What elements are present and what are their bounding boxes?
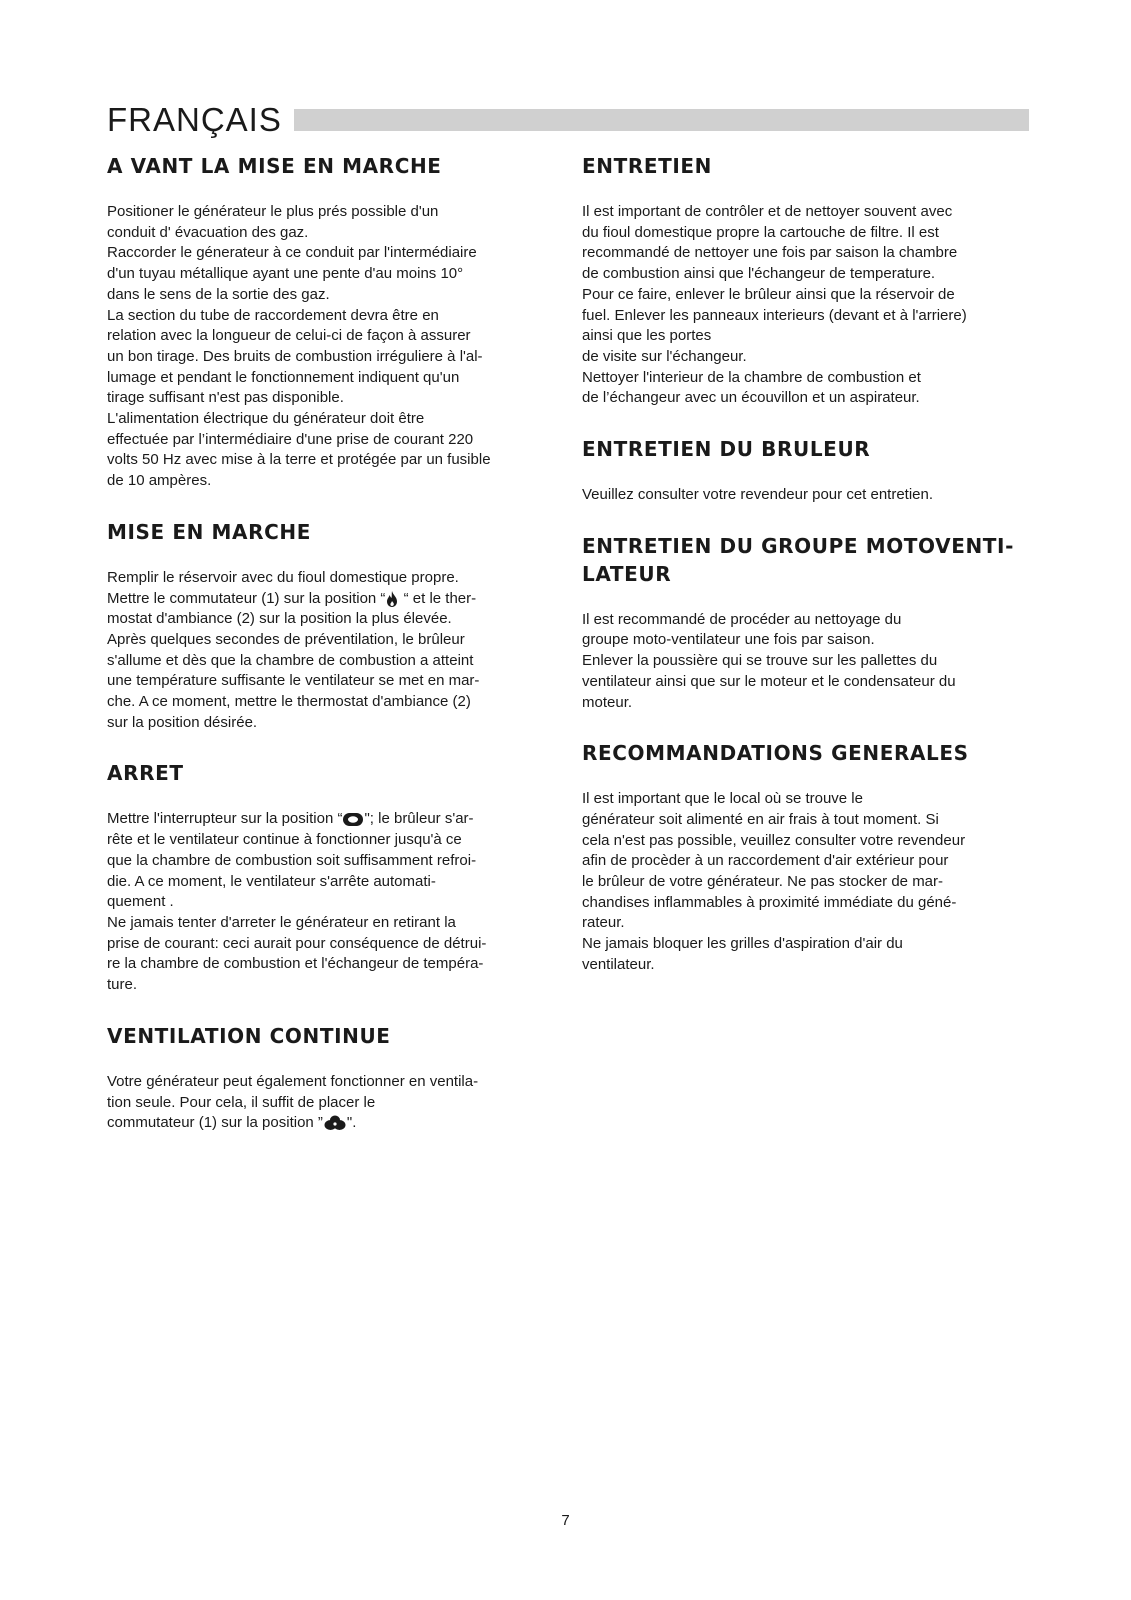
section-avant-mise-en-marche xyxy=(107,152,557,492)
text-line: s'allume et dès que la chambre de combustion a atteint xyxy=(107,651,474,669)
text-fragment: Mettre le commutateur (1) sur la position “ xyxy=(107,589,386,607)
section-heading xyxy=(582,532,1032,588)
text-line: une température suffisante le ventilateur se met en mar- xyxy=(107,672,480,690)
section-heading: ENTRETIEN DU BRULEUR xyxy=(582,437,871,462)
text-line: Raccorder le génerateur à ce conduit par l'intermédiaire xyxy=(107,244,477,262)
section-ventilation-continue xyxy=(107,1022,557,1134)
section-heading: ARRET xyxy=(107,761,184,786)
section-mise-en-marche xyxy=(107,518,557,734)
text-fragment: Mettre l'interrupteur sur la position “ xyxy=(107,810,343,828)
text-line: ventilateur ainsi que sur le moteur et le condensateur du xyxy=(582,672,956,690)
text-line: L'alimentation électrique du générateur doit être xyxy=(107,410,425,428)
text-line: Il est important de contrôler et de nettoyer souvent avec xyxy=(582,203,953,220)
text-line: Il est recommandé de procéder au nettoyage du xyxy=(582,610,902,628)
section-body xyxy=(582,202,1032,409)
text-line: de 10 ampères. xyxy=(107,472,212,490)
text-line: un bon tirage. Des bruits de combustion irréguliere à l'al- xyxy=(107,347,483,365)
left-column xyxy=(107,152,557,1160)
section-recommandations-generales xyxy=(582,739,1032,975)
section-body xyxy=(107,202,557,492)
text-line: que la chambre de combustion soit suffisamment refroi- xyxy=(107,851,477,869)
text-line: mostat d'ambiance (2) sur la position la plus élevée. xyxy=(107,610,452,628)
section-body xyxy=(582,610,1032,714)
off-symbol-icon xyxy=(342,812,364,827)
section-body xyxy=(582,789,1032,975)
text-line: conduit d' évacuation des gaz. xyxy=(107,223,309,241)
text-line: volts 50 Hz avec mise à la terre et protégée par un fusible xyxy=(107,451,491,469)
text-line: chandises inflammables à proximité immédiate du géné- xyxy=(582,893,957,911)
text-line: afin de procèder à un raccordement d'air extérieur pour xyxy=(582,852,949,870)
text-line: tion seule. Pour cela, il suffit de placer le xyxy=(107,1093,376,1111)
text-line: cela n'est pas possible, veuillez consulter votre revendeur xyxy=(582,831,966,849)
section-body xyxy=(107,1072,557,1134)
section-heading: VENTILATION CONTINUE xyxy=(107,1023,391,1048)
text-line: d'un tuyau métallique ayant une pente d'au moins 10° xyxy=(107,265,464,283)
section-heading: MISE EN MARCHE xyxy=(107,519,311,544)
text-line: Après quelques secondes de préventilation, le brûleur xyxy=(107,630,465,648)
text-line: re la chambre de combustion et l'échangeur de tempéra- xyxy=(107,955,484,973)
text-line: Pour ce faire, enlever le brûleur ainsi que la réservoir de xyxy=(582,285,955,303)
text-line: générateur soit alimenté en air frais à tout moment. Si xyxy=(582,810,939,828)
text-line: Nettoyer l'interieur de la chambre de combustion et xyxy=(582,368,921,386)
text-line: Ne jamais tenter d'arreter le générateur en retirant la xyxy=(107,913,456,931)
text-line-with-icon xyxy=(107,809,557,830)
text-line: Veuillez consulter votre revendeur pour cet entretien. xyxy=(582,486,934,504)
text-line: sur la position désirée. xyxy=(107,713,258,731)
text-line: Votre générateur peut également fonctionner en ventila- xyxy=(107,1072,479,1090)
heading-line: ENTRETIEN DU GROUPE MOTOVENTI- xyxy=(582,533,1014,558)
text-fragment: commutateur (1) sur la position ” xyxy=(107,1114,323,1132)
text-line: de visite sur l'échangeur. xyxy=(582,347,747,365)
text-line: che. A ce moment, mettre le thermostat d'ambiance (2) xyxy=(107,693,471,711)
section-arret xyxy=(107,759,557,995)
right-column xyxy=(582,152,1032,1002)
section-body xyxy=(107,809,557,995)
page-number: 7 xyxy=(561,1512,570,1529)
text-line: tirage suffisant n'est pas disponible. xyxy=(107,389,344,407)
text-line: recommandé de nettoyer une fois par saison la chambre xyxy=(582,244,958,262)
text-line: dans le sens de la sortie des gaz. xyxy=(107,285,330,303)
text-fragment: ". xyxy=(346,1114,357,1132)
text-line: Ne jamais bloquer les grilles d'aspiration d'air du xyxy=(582,935,903,953)
text-line: Enlever la poussière qui se trouve sur les pallettes du xyxy=(582,652,938,670)
text-line: ainsi que les portes xyxy=(582,327,712,345)
text-line: de l’échangeur avec un écouvillon et un aspirateur. xyxy=(582,389,920,407)
section-body xyxy=(107,568,557,734)
text-line: groupe moto-ventilateur une fois par saison. xyxy=(582,631,875,649)
text-line: fuel. Enlever les panneaux interieurs (devant et à l'arriere) xyxy=(582,306,967,324)
flame-icon xyxy=(385,590,399,608)
text-line: du fioul domestique propre la cartouche de filtre. Il est xyxy=(582,223,939,241)
section-entretien-groupe-motoventilateur xyxy=(582,532,1032,714)
section-entretien xyxy=(582,152,1032,409)
text-line-with-icon xyxy=(107,1113,557,1134)
fan-icon xyxy=(323,1115,347,1131)
text-line: ventilateur. xyxy=(582,955,655,973)
section-body xyxy=(582,485,1032,506)
text-line: le brûleur de votre générateur. Ne pas stocker de mar- xyxy=(582,873,944,891)
text-line: rête et le ventilateur continue à fonctionner jusqu'à ce xyxy=(107,831,462,849)
text-line: La section du tube de raccordement devra être en xyxy=(107,306,439,324)
section-heading: A VANT LA MISE EN MARCHE xyxy=(107,154,442,178)
text-line: ture. xyxy=(107,976,138,994)
section-heading: RECOMMANDATIONS GENERALES xyxy=(582,741,969,766)
text-line: moteur. xyxy=(582,693,633,711)
text-line: Remplir le réservoir avec du fioul domestique propre. xyxy=(107,568,459,586)
text-line: effectuée par l’intermédiaire d'une prise de courant 220 xyxy=(107,430,474,448)
heading-line: LATEUR xyxy=(582,561,672,586)
section-heading: ENTRETIEN xyxy=(582,154,712,178)
text-line: Il est important que le local où se trouve le xyxy=(582,790,863,808)
section-entretien-bruleur xyxy=(582,435,1032,506)
text-line: rateur. xyxy=(582,914,625,932)
text-line: prise de courant: ceci aurait pour conséquence de détrui- xyxy=(107,934,487,952)
text-line: lumage et pendant le fonctionnement indiquent qu'un xyxy=(107,368,460,386)
text-line: relation avec la longueur de celui-ci de façon à assurer xyxy=(107,327,471,345)
text-fragment: “ et le ther- xyxy=(399,589,477,607)
text-line: die. A ce moment, le ventilateur s'arrête automati- xyxy=(107,872,436,890)
text-line: quement . xyxy=(107,893,174,911)
text-line-with-icon xyxy=(107,589,557,610)
text-line: de combustion ainsi que l'échangeur de temperature. xyxy=(582,265,936,283)
language-title: FRANÇAIS xyxy=(107,101,282,138)
text-fragment: "; le brûleur s'ar- xyxy=(364,810,474,828)
text-line: Positioner le générateur le plus prés possible d'un xyxy=(107,203,439,220)
title-bar-decoration xyxy=(294,109,1029,131)
